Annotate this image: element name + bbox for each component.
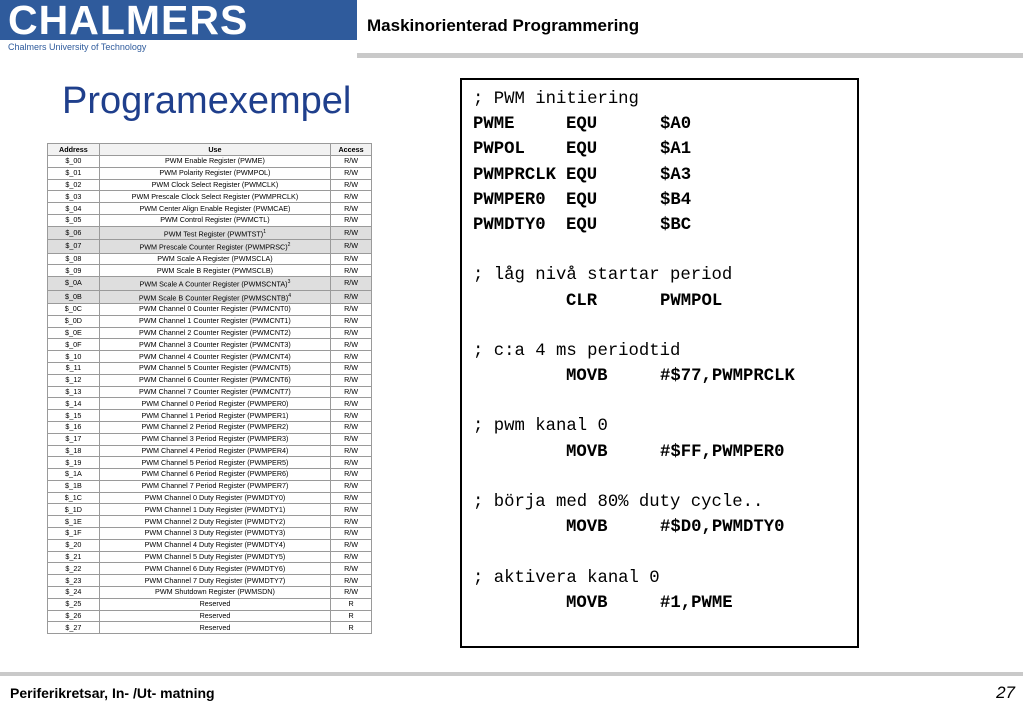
cell-use-text: PWM Control Register (PWMCTL) xyxy=(160,215,270,225)
code-mnemonic: MOVB xyxy=(566,442,608,462)
cell-use xyxy=(99,374,330,386)
table-row xyxy=(48,610,372,622)
cell-access: R/W xyxy=(331,469,372,481)
table-row xyxy=(48,469,372,481)
code-comment: ; pwm kanal 0 xyxy=(473,417,608,437)
cell-access: R/W xyxy=(331,563,372,575)
table-row xyxy=(48,528,372,540)
code-mnemonic: EQU xyxy=(566,115,598,135)
cell-access: R/W xyxy=(331,528,372,540)
table-row xyxy=(48,362,372,374)
cell-use xyxy=(99,504,330,516)
cell-use-text: PWM Channel 0 Counter Register (PWMCNT0) xyxy=(139,304,291,314)
code-mnemonic: MOVB xyxy=(566,593,608,613)
cell-address: $_1D xyxy=(48,504,100,516)
cell-address: $_1F xyxy=(48,528,100,540)
cell-use-text: PWM Channel 3 Counter Register (PWMCNT3) xyxy=(139,339,291,349)
cell-access: R/W xyxy=(331,191,372,203)
cell-access: R/W xyxy=(331,551,372,563)
cell-access: R/W xyxy=(331,214,372,226)
cell-use-text: PWM Scale B Register (PWMSCLB) xyxy=(156,265,274,275)
cell-use xyxy=(99,191,330,203)
cell-address: $_23 xyxy=(48,575,100,587)
table-row xyxy=(48,327,372,339)
code-operand: #$FF,PWMPER0 xyxy=(660,442,785,462)
cell-use xyxy=(99,214,330,226)
table-row xyxy=(48,277,372,290)
code-mnemonic: EQU xyxy=(566,165,598,185)
cell-access: R/W xyxy=(331,226,372,239)
table-row xyxy=(48,539,372,551)
cell-use xyxy=(99,315,330,327)
code-label: PWMDTY0 xyxy=(473,215,546,235)
cell-access: R/W xyxy=(331,253,372,265)
code-operand: #$77,PWMPRCLK xyxy=(660,367,795,387)
table-row xyxy=(48,374,372,386)
code-mnemonic: MOVB xyxy=(566,518,608,538)
table-row xyxy=(48,303,372,315)
table-row xyxy=(48,575,372,587)
cell-use-text: PWM Center Align Enable Register (PWMCAE) xyxy=(139,203,291,213)
cell-access: R/W xyxy=(331,575,372,587)
cell-use xyxy=(99,563,330,575)
code-label: PWMPER0 xyxy=(473,190,546,210)
cell-address: $_1A xyxy=(48,469,100,481)
cell-address: $_02 xyxy=(48,179,100,191)
cell-address: $_0F xyxy=(48,339,100,351)
cell-address: $_15 xyxy=(48,410,100,422)
cell-use-text: PWM Prescale Counter Register (PWMPRSC) xyxy=(139,242,288,252)
code-mnemonic: EQU xyxy=(566,215,598,235)
code-operand: $A0 xyxy=(660,115,692,135)
cell-use xyxy=(99,528,330,540)
cell-use-text: PWM Enable Register (PWME) xyxy=(165,156,265,166)
cell-access: R/W xyxy=(331,315,372,327)
cell-access: R/W xyxy=(331,374,372,386)
code-mnemonic: EQU xyxy=(566,140,598,160)
table-row xyxy=(48,265,372,277)
table-row xyxy=(48,203,372,215)
cell-access: R/W xyxy=(331,265,372,277)
cell-use-text: PWM Channel 4 Counter Register (PWMCNT4) xyxy=(139,351,291,361)
cell-use-text: PWM Clock Select Register (PWMCLK) xyxy=(151,179,279,189)
table-row xyxy=(48,339,372,351)
cell-address: $_00 xyxy=(48,156,100,168)
cell-use xyxy=(99,480,330,492)
cell-access: R/W xyxy=(331,504,372,516)
cell-use-text: PWM Channel 7 Duty Register (PWMDTY7) xyxy=(144,575,286,585)
table-row xyxy=(48,410,372,422)
cell-use-text: PWM Channel 1 Duty Register (PWMDTY1) xyxy=(144,504,286,514)
table-row xyxy=(48,191,372,203)
code-comment: ; börja med 80% duty cycle.. xyxy=(473,493,764,512)
table-row xyxy=(48,480,372,492)
code-mnemonic: EQU xyxy=(566,190,598,210)
cell-access: R/W xyxy=(331,303,372,315)
code-operand: $BC xyxy=(660,215,692,235)
cell-use xyxy=(99,240,330,253)
code-comment: ; aktivera kanal 0 xyxy=(473,568,660,588)
code-operand: #$D0,PWMDTY0 xyxy=(660,518,785,538)
column-header-address: Address xyxy=(48,144,100,156)
cell-use xyxy=(99,203,330,215)
cell-use-text: PWM Channel 4 Period Register (PWMPER4) xyxy=(141,445,289,455)
table-row xyxy=(48,563,372,575)
cell-use-text: Reserved xyxy=(199,622,231,632)
code-mnemonic: MOVB xyxy=(566,367,608,387)
cell-use-text: PWM Channel 5 Duty Register (PWMDTY5) xyxy=(144,552,286,562)
table-row xyxy=(48,351,372,363)
cell-use xyxy=(99,277,330,290)
cell-use xyxy=(99,351,330,363)
cell-use xyxy=(99,327,330,339)
cell-use-text: PWM Channel 7 Period Register (PWMPER7) xyxy=(141,481,289,491)
footer-text: Periferikretsar, In- /Ut- matning xyxy=(10,685,215,701)
code-comment: ; PWM initiering xyxy=(473,90,639,109)
table-row xyxy=(48,253,372,265)
code-operand: $A1 xyxy=(660,140,692,160)
table-header-row xyxy=(48,144,372,156)
chalmers-logo xyxy=(0,0,357,53)
cell-access: R/W xyxy=(331,398,372,410)
cell-use xyxy=(99,516,330,528)
cell-access: R/W xyxy=(331,277,372,290)
table-row xyxy=(48,433,372,445)
footer-divider xyxy=(0,672,1023,676)
cell-use xyxy=(99,575,330,587)
code-operand: $B4 xyxy=(660,190,692,210)
cell-use xyxy=(99,398,330,410)
footnote-marker: 1 xyxy=(263,228,266,235)
cell-use xyxy=(99,253,330,265)
cell-access: R/W xyxy=(331,516,372,528)
cell-access: R/W xyxy=(331,539,372,551)
cell-access: R/W xyxy=(331,457,372,469)
cell-address: $_07 xyxy=(48,240,100,253)
logo-subtitle: Chalmers University of Technology xyxy=(8,42,147,52)
cell-access: R/W xyxy=(331,167,372,179)
cell-use xyxy=(99,410,330,422)
table-row xyxy=(48,457,372,469)
cell-access: R/W xyxy=(331,433,372,445)
register-table-body xyxy=(48,156,372,634)
cell-use-text: PWM Channel 7 Counter Register (PWMCNT7) xyxy=(139,386,291,396)
cell-use xyxy=(99,457,330,469)
code-operand: $A3 xyxy=(660,165,692,185)
table-row xyxy=(48,240,372,253)
cell-access: R/W xyxy=(331,351,372,363)
cell-use-text: PWM Polarity Register (PWMPOL) xyxy=(159,168,271,178)
cell-use-text: PWM Channel 1 Period Register (PWMPER1) xyxy=(141,410,289,420)
cell-use-text: PWM Channel 3 Period Register (PWMPER3) xyxy=(141,434,289,444)
cell-access: R/W xyxy=(331,445,372,457)
cell-use-text: Reserved xyxy=(199,599,231,609)
cell-address: $_25 xyxy=(48,598,100,610)
cell-use xyxy=(99,539,330,551)
cell-address: $_0D xyxy=(48,315,100,327)
cell-use xyxy=(99,290,330,303)
cell-address: $_20 xyxy=(48,539,100,551)
table-row xyxy=(48,516,372,528)
cell-address: $_0B xyxy=(48,290,100,303)
cell-address: $_18 xyxy=(48,445,100,457)
cell-use-text: PWM Scale B Counter Register (PWMSCNTB) xyxy=(138,292,289,302)
cell-use-text: PWM Channel 5 Period Register (PWMPER5) xyxy=(141,457,289,467)
cell-address: $_09 xyxy=(48,265,100,277)
cell-use-text: PWM Channel 5 Counter Register (PWMCNT5) xyxy=(139,363,291,373)
cell-access: R/W xyxy=(331,203,372,215)
code-label: PWME xyxy=(473,115,515,135)
cell-address: $_06 xyxy=(48,226,100,239)
table-row xyxy=(48,226,372,239)
cell-address: $_04 xyxy=(48,203,100,215)
cell-access: R/W xyxy=(331,339,372,351)
cell-address: $_24 xyxy=(48,587,100,599)
cell-use-text: PWM Channel 0 Period Register (PWMPER0) xyxy=(141,398,289,408)
table-row xyxy=(48,156,372,168)
cell-address: $_26 xyxy=(48,610,100,622)
cell-use xyxy=(99,610,330,622)
cell-use-text: PWM Channel 6 Period Register (PWMPER6) xyxy=(141,469,289,479)
cell-use-text: PWM Channel 6 Duty Register (PWMDTY6) xyxy=(144,563,286,573)
cell-address: $_0E xyxy=(48,327,100,339)
cell-address: $_08 xyxy=(48,253,100,265)
cell-use xyxy=(99,179,330,191)
cell-access: R xyxy=(331,610,372,622)
cell-access: R xyxy=(331,622,372,634)
cell-use xyxy=(99,362,330,374)
code-label: PWPOL xyxy=(473,140,525,160)
page-number: 27 xyxy=(996,683,1015,702)
cell-access: R/W xyxy=(331,240,372,253)
cell-use xyxy=(99,156,330,168)
slide-title: Programexempel xyxy=(62,80,352,122)
table-row xyxy=(48,386,372,398)
cell-use xyxy=(99,469,330,481)
cell-use xyxy=(99,386,330,398)
cell-address: $_1C xyxy=(48,492,100,504)
cell-access: R/W xyxy=(331,421,372,433)
cell-use xyxy=(99,226,330,239)
table-row xyxy=(48,167,372,179)
code-comment: ; c:a 4 ms periodtid xyxy=(473,341,681,361)
table-row xyxy=(48,492,372,504)
table-row xyxy=(48,504,372,516)
cell-use-text: PWM Channel 3 Duty Register (PWMDTY3) xyxy=(144,528,286,538)
cell-use xyxy=(99,339,330,351)
cell-access: R/W xyxy=(331,290,372,303)
cell-use-text: PWM Channel 0 Duty Register (PWMDTY0) xyxy=(144,493,286,503)
cell-use xyxy=(99,265,330,277)
table-row xyxy=(48,290,372,303)
cell-use xyxy=(99,551,330,563)
cell-use-text: PWM Channel 1 Counter Register (PWMCNT1) xyxy=(139,316,291,326)
cell-address: $_17 xyxy=(48,433,100,445)
cell-address: $_0C xyxy=(48,303,100,315)
table-row xyxy=(48,421,372,433)
cell-address: $_03 xyxy=(48,191,100,203)
code-mnemonic: CLR xyxy=(566,291,598,311)
cell-address: $_1B xyxy=(48,480,100,492)
table-row xyxy=(48,179,372,191)
cell-use-text: PWM Shutdown Register (PWMSDN) xyxy=(155,587,275,597)
cell-use xyxy=(99,433,330,445)
table-row xyxy=(48,587,372,599)
cell-access: R/W xyxy=(331,179,372,191)
cell-address: $_16 xyxy=(48,421,100,433)
cell-use-text: PWM Channel 2 Duty Register (PWMDTY2) xyxy=(144,516,286,526)
table-row xyxy=(48,551,372,563)
table-row xyxy=(48,598,372,610)
cell-use-text: PWM Channel 2 Period Register (PWMPER2) xyxy=(141,422,289,432)
cell-access: R/W xyxy=(331,480,372,492)
table-row xyxy=(48,315,372,327)
cell-use xyxy=(99,492,330,504)
course-title: Maskinorienterad Programmering xyxy=(367,16,640,35)
cell-address: $_12 xyxy=(48,374,100,386)
footnote-marker: 3 xyxy=(287,279,291,286)
table-row xyxy=(48,214,372,226)
cell-access: R/W xyxy=(331,156,372,168)
column-header-access: Access xyxy=(331,144,372,156)
code-label: PWMPRCLK xyxy=(473,165,556,185)
column-header-use: Use xyxy=(99,144,330,156)
footnote-marker: 4 xyxy=(288,292,292,299)
cell-address: $_22 xyxy=(48,563,100,575)
cell-address: $_21 xyxy=(48,551,100,563)
footnote-marker: 2 xyxy=(287,242,291,249)
cell-use xyxy=(99,421,330,433)
cell-use-text: PWM Scale A Counter Register (PWMSCNTA) xyxy=(139,279,288,289)
cell-use xyxy=(99,587,330,599)
code-operand: PWMPOL xyxy=(660,291,723,311)
code-operand: #1,PWME xyxy=(660,593,733,613)
cell-access: R/W xyxy=(331,492,372,504)
cell-use-text: PWM Scale A Register (PWMSCLA) xyxy=(157,253,273,263)
cell-address: $_19 xyxy=(48,457,100,469)
cell-address: $_10 xyxy=(48,351,100,363)
cell-use xyxy=(99,167,330,179)
cell-use-text: PWM Prescale Clock Select Register (PWMPRCLK) xyxy=(131,191,299,201)
cell-use xyxy=(99,598,330,610)
cell-address: $_01 xyxy=(48,167,100,179)
cell-address: $_27 xyxy=(48,622,100,634)
cell-use-text: PWM Test Register (PWMTST) xyxy=(163,229,264,239)
cell-address: $_13 xyxy=(48,386,100,398)
cell-access: R/W xyxy=(331,410,372,422)
cell-address: $_11 xyxy=(48,362,100,374)
cell-access: R/W xyxy=(331,587,372,599)
cell-access: R/W xyxy=(331,327,372,339)
cell-use-text: PWM Channel 4 Duty Register (PWMDTY4) xyxy=(144,540,286,550)
cell-use-text: Reserved xyxy=(199,611,231,621)
cell-use xyxy=(99,303,330,315)
cell-address: $_1E xyxy=(48,516,100,528)
pwm-register-table xyxy=(47,143,372,634)
header-divider xyxy=(357,53,1023,58)
logo-wordmark: CHALMERS xyxy=(8,0,249,43)
table-row xyxy=(48,398,372,410)
cell-address: $_05 xyxy=(48,214,100,226)
cell-use xyxy=(99,622,330,634)
cell-use-text: PWM Channel 2 Counter Register (PWMCNT2) xyxy=(139,327,291,337)
cell-address: $_0A xyxy=(48,277,100,290)
cell-use-text: PWM Channel 6 Counter Register (PWMCNT6) xyxy=(139,375,291,385)
cell-access: R xyxy=(331,598,372,610)
table-row xyxy=(48,445,372,457)
cell-address: $_14 xyxy=(48,398,100,410)
code-comment: ; låg nivå startar period xyxy=(473,266,733,286)
cell-use xyxy=(99,445,330,457)
cell-access: R/W xyxy=(331,386,372,398)
table-row xyxy=(48,622,372,634)
cell-access: R/W xyxy=(331,362,372,374)
